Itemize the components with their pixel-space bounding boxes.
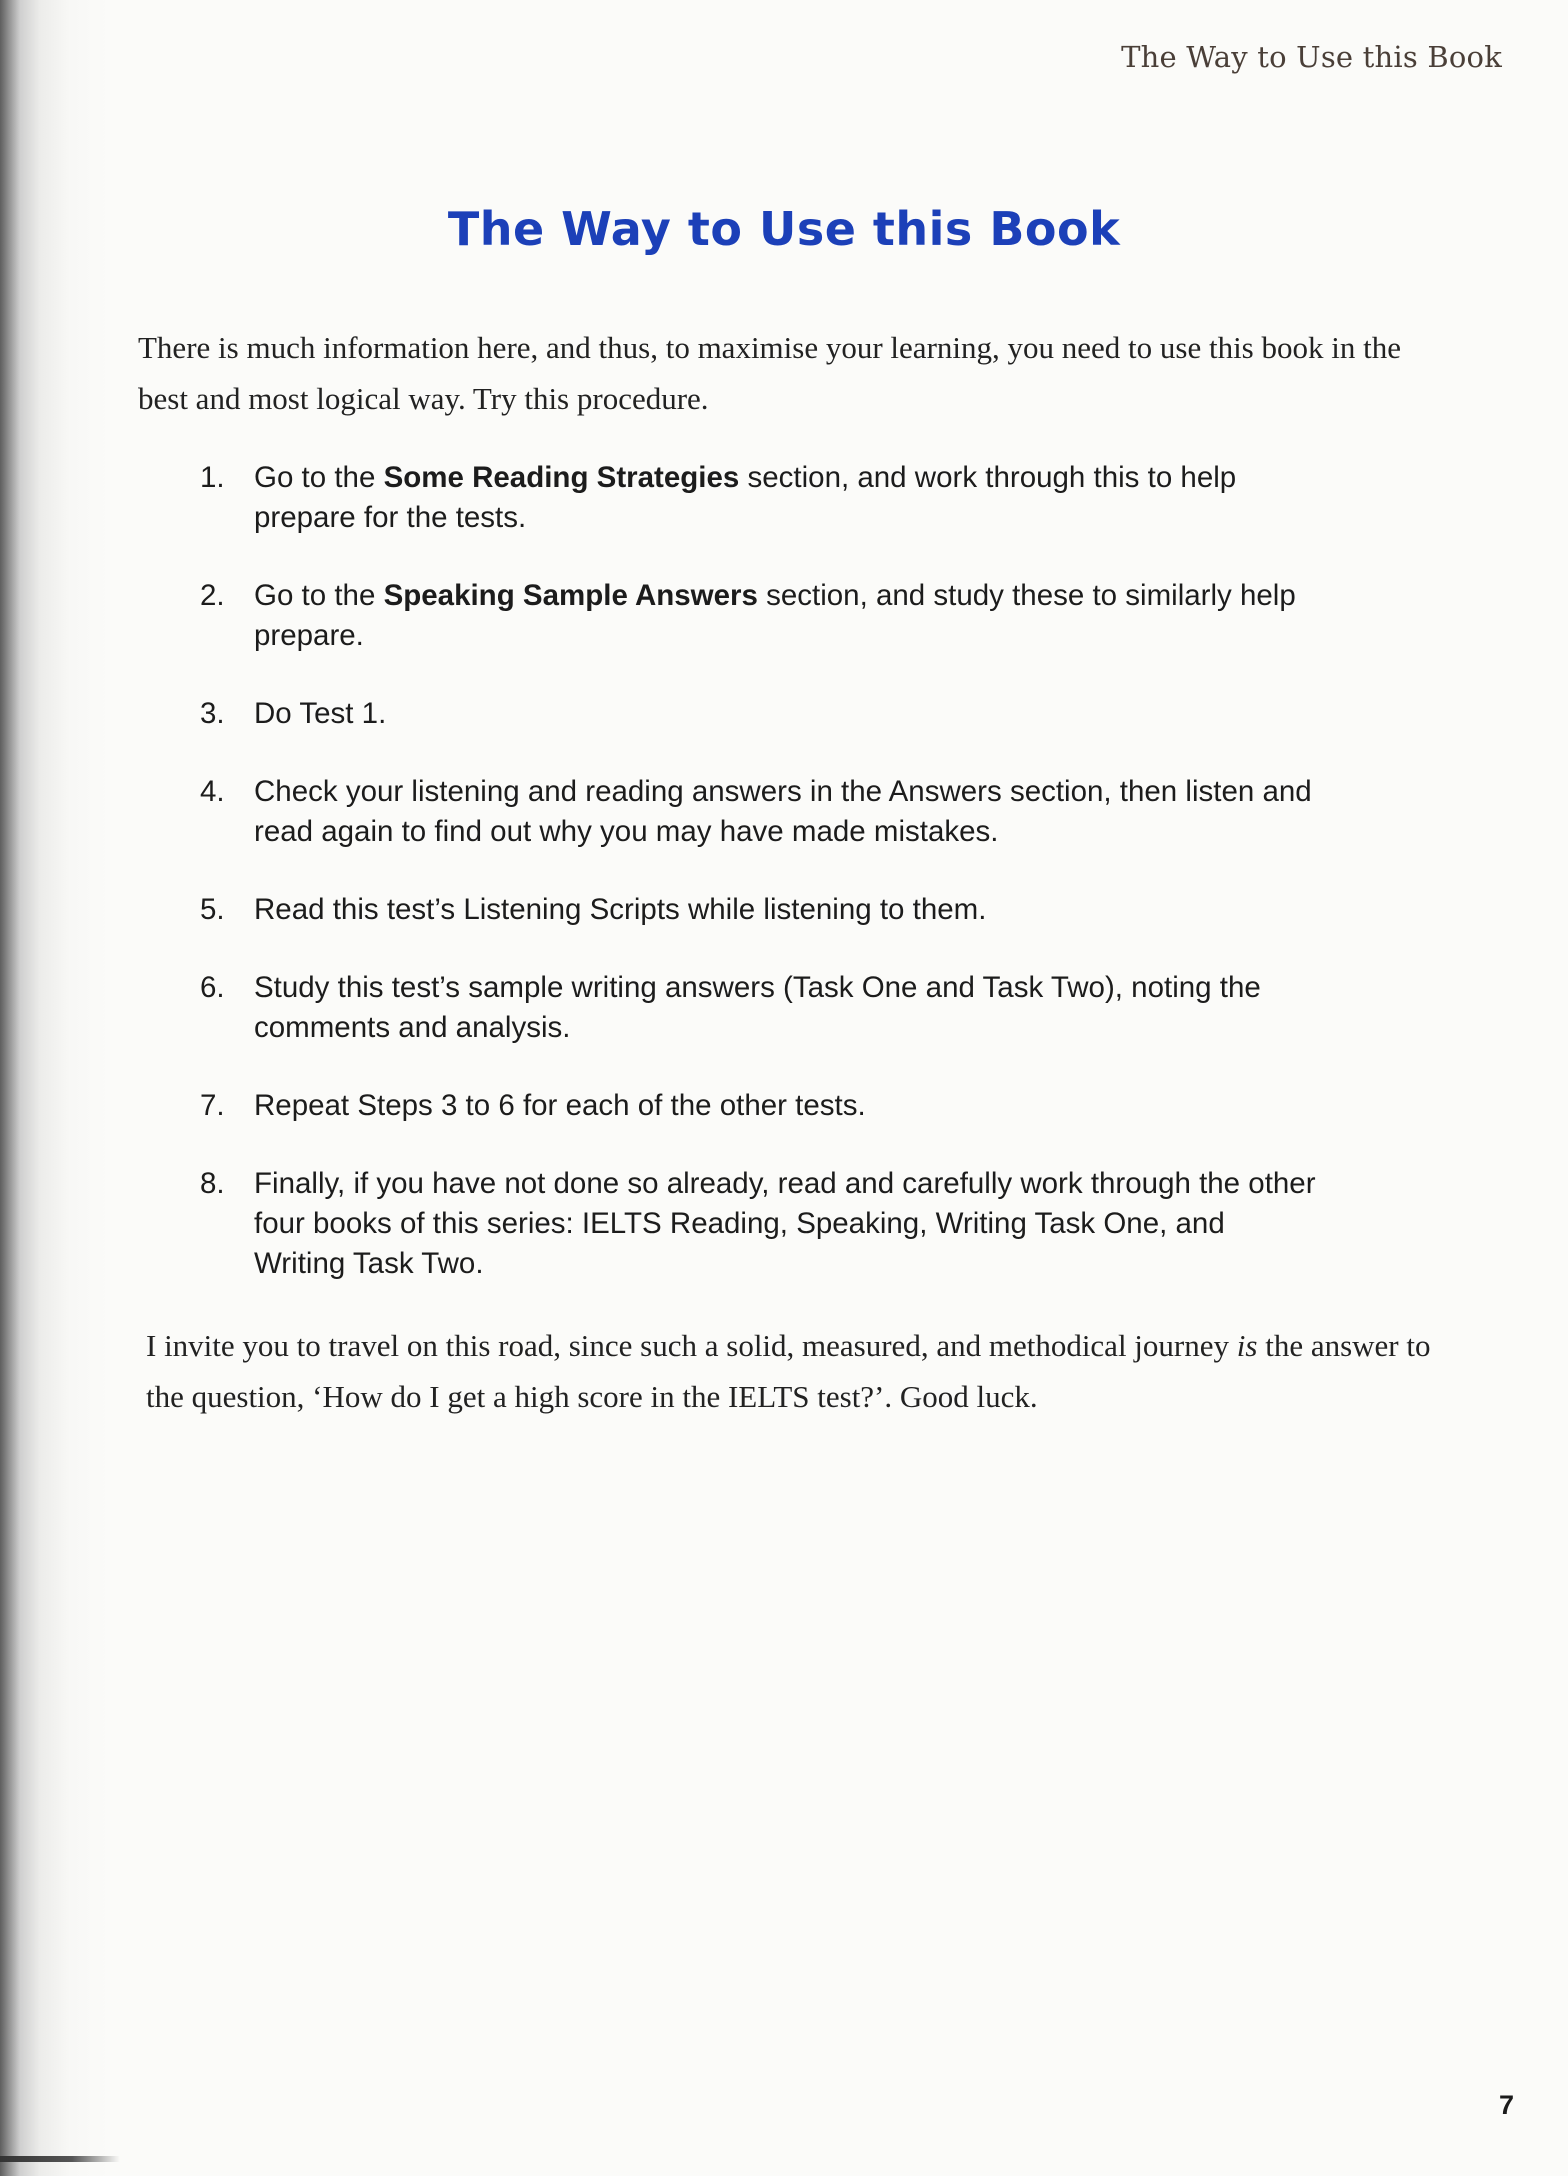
step-number: 8.: [200, 1167, 225, 1200]
running-head: The Way to Use this Book: [1121, 40, 1502, 74]
book-spine-shadow: [0, 2156, 120, 2162]
closing-paragraph: I invite you to travel on this road, since such a solid, measured, and methodical journey is the answer to the question, ‘How do I get a high score in the IELTS test?’. Good luck.: [146, 1328, 1431, 1414]
step-text: Go to the Some Reading Strategies section, and work through this to help prepare for the tests.: [254, 461, 1237, 534]
step-number: 3.: [200, 697, 225, 730]
procedure-step: [200, 458, 1324, 538]
procedure-step: [200, 1164, 1324, 1284]
step-text: Check your listening and reading answers in the Answers section, then listen and read again to find out why you may have made mistakes.: [254, 775, 1312, 848]
step-text: Go to the Speaking Sample Answers section, and study these to similarly help prepare.: [254, 579, 1296, 652]
step-text: Repeat Steps 3 to 6 for each of the other tests.: [254, 1089, 866, 1122]
step-text: Finally, if you have not done so already, read and carefully work through the other four books of this series: IELTS Reading, Speaking, Writing Task One, and Writing Task Two.: [254, 1167, 1316, 1280]
page-number: 7: [1498, 2090, 1514, 2120]
section-name: Some Reading Strategies: [383, 461, 740, 494]
procedure-step: [200, 694, 1324, 734]
section-name: Speaking Sample Answers: [383, 579, 758, 612]
page-title: The Way to Use this Book: [447, 202, 1121, 256]
procedure-list: [200, 458, 1316, 1322]
step-text: Read this test’s Listening Scripts while listening to them.: [254, 893, 987, 926]
step-text: Study this test’s sample writing answers (Task One and Task Two), noting the comments and analysis.: [254, 971, 1261, 1044]
step-text: Do Test 1.: [254, 697, 387, 730]
intro-paragraph: There is much information here, and thus, to maximise your learning, you need to use this book in the best and most logical way. Try this procedure.: [138, 330, 1401, 416]
step-number: 7.: [200, 1089, 225, 1122]
procedure-step: [200, 890, 1324, 930]
step-number: 4.: [200, 775, 225, 808]
procedure-step: [200, 1086, 1324, 1126]
step-number: 5.: [200, 893, 225, 926]
step-number: 6.: [200, 971, 225, 1004]
emphasis: is: [1236, 1328, 1258, 1363]
step-number: 2.: [200, 579, 225, 612]
procedure-step: [200, 576, 1324, 656]
procedure-step: [200, 772, 1324, 852]
procedure-step: [200, 968, 1324, 1048]
step-number: 1.: [200, 461, 225, 494]
